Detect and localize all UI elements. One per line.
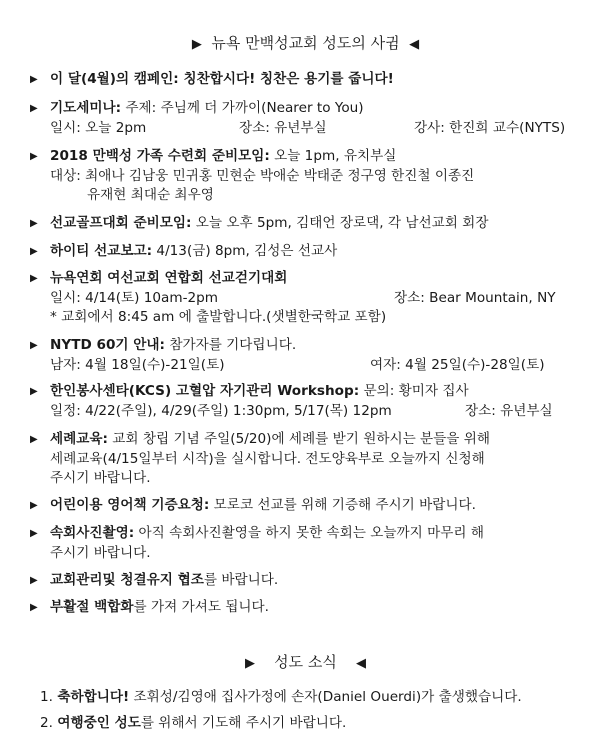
item-text: 오늘 1pm, 유치부실 [269, 148, 397, 164]
announcement-nytd [30, 336, 601, 375]
news-item [40, 687, 522, 707]
news-text: 조휘성/김영애 집사가정에 손자(Daniel Ouerdi)가 출생했습니다. [129, 689, 522, 705]
seminar-place: 장소: 유년부실 [239, 119, 327, 136]
bullet-icon: ▶ [30, 500, 38, 511]
news-number: 2. [40, 715, 53, 731]
news-title-text: 성도 소식 [274, 653, 337, 671]
nytd-women: 여자: 4월 25일(수)-28일(토) [370, 356, 545, 373]
bullet-icon: ▶ [30, 528, 38, 539]
bullet-icon: ▶ [30, 151, 38, 162]
announcement-baptism [30, 430, 601, 489]
item-heading: 하이티 선교보고: [50, 243, 153, 259]
item-heading: NYTD 60기 안내: [50, 337, 165, 353]
item-heading: 뉴욕연회 여선교회 연합회 선교걷기대회 [50, 270, 288, 286]
item-text: 아직 속회사진촬영을 하지 못한 속회는 오늘까지 마무리 해 [134, 525, 484, 541]
item-heading: 선교골프대회 준비모임: [50, 215, 192, 231]
item-heading: 어린이용 영어책 기증요청: [50, 497, 210, 513]
news-text: 를 위해서 기도해 주시기 바랍니다. [140, 715, 347, 731]
announcement-books [30, 496, 601, 516]
news-heading: 축하합니다! [57, 689, 130, 705]
campaign-text: 이 달(4월)의 캠페인: 칭찬합시다! 칭찬은 용기를 줍니다! [50, 71, 394, 87]
section-title-text: 뉴욕 만백성교회 성도의 사귐 [211, 34, 400, 52]
seminar-speaker: 강사: 한진희 교수(NYTS) [414, 119, 566, 136]
bullet-icon: ▶ [30, 246, 38, 257]
news-item [40, 713, 346, 733]
announcement-haiti [30, 242, 601, 262]
right-arrow-icon: ▶ [191, 37, 202, 52]
item-heading: 부활절 백합화 [50, 599, 134, 615]
bullet-icon: ▶ [30, 273, 38, 284]
announcement-photo [30, 524, 601, 563]
seminar-time: 일시: 오늘 2pm [50, 119, 147, 136]
photo-line2: 주시기 바랍니다. [50, 544, 151, 561]
news-heading: 여행중인 성도 [57, 715, 141, 731]
announcement-retreat [30, 147, 601, 206]
walk-note: * 교회에서 8:45 am 에 출발합니다.(샛별한국학교 포함) [50, 309, 387, 325]
bullet-icon: ▶ [30, 602, 38, 613]
bullet-icon: ▶ [30, 103, 38, 114]
item-heading: 세례교육: [50, 431, 108, 447]
announcement-walk [30, 269, 601, 328]
item-text: 를 바랍니다. [203, 572, 279, 588]
kcs-schedule: 일정: 4/22(주일), 4/29(주일) 1:30pm, 5/17(목) 12pm [50, 402, 392, 419]
announcement-prayer-seminar [30, 99, 601, 138]
announcement-cleanliness [30, 571, 601, 591]
item-text: 교회 창립 기념 주일(5/20)에 세례를 받기 원하시는 분들을 위해 [107, 431, 491, 447]
news-header [0, 651, 611, 672]
bullet-icon: ▶ [30, 74, 38, 85]
news-number: 1. [40, 689, 53, 705]
announcement-lilies [30, 598, 601, 618]
bullet-icon: ▶ [30, 218, 38, 229]
walk-time: 일시: 4/14(토) 10am-2pm [50, 289, 219, 306]
bullet-icon: ▶ [30, 340, 38, 351]
left-arrow-icon: ◀ [409, 37, 420, 52]
item-text: 를 가져 가셔도 됩니다. [133, 599, 269, 615]
item-text: 참가자를 기다립니다. [165, 337, 297, 353]
announcement-campaign [30, 70, 601, 90]
item-text: 주제: 주님께 더 가까이(Nearer to You) [121, 100, 364, 116]
left-arrow-icon: ◀ [355, 656, 366, 671]
bullet-icon: ▶ [30, 434, 38, 445]
item-heading: 속회사진촬영: [50, 525, 135, 541]
nytd-men: 남자: 4월 18일(수)-21일(토) [50, 356, 225, 373]
right-arrow-icon: ▶ [245, 656, 256, 671]
item-text: 문의: 황미자 집사 [359, 383, 469, 399]
item-heading: 기도세미나: [50, 100, 122, 116]
item-text: 모로코 선교를 위해 기증해 주시기 바랍니다. [209, 497, 476, 513]
retreat-members: 대상: 최애나 김남웅 민귀홍 민현순 박애순 박태준 정구영 한진철 이종진 [50, 167, 475, 184]
kcs-place: 장소: 유년부실 [465, 402, 553, 419]
baptism-line2: 세례교육(4/15일부터 시작)을 실시합니다. 전도양육부로 오늘까지 신청해 [50, 450, 485, 467]
announcement-golf [30, 214, 601, 234]
item-heading: 한인봉사센타(KCS) 고혈압 자기관리 Workshop: [50, 383, 360, 399]
item-heading: 2018 만백성 가족 수련회 준비모임: [50, 148, 270, 164]
item-heading: 교회관리및 청결유지 협조 [50, 572, 204, 588]
item-text: 4/13(금) 8pm, 김성은 선교사 [152, 243, 338, 259]
baptism-line3: 주시기 바랍니다. [50, 470, 151, 486]
retreat-members-cont: 유재현 최대순 최우영 [87, 187, 214, 203]
item-text: 오늘 오후 5pm, 김태언 장로댁, 각 남선교회 회장 [191, 215, 489, 231]
bullet-icon: ▶ [30, 575, 38, 586]
bullet-icon: ▶ [30, 386, 38, 397]
section-header [0, 32, 611, 53]
walk-place: 장소: Bear Mountain, NY [394, 289, 556, 306]
announcement-kcs [30, 382, 601, 421]
